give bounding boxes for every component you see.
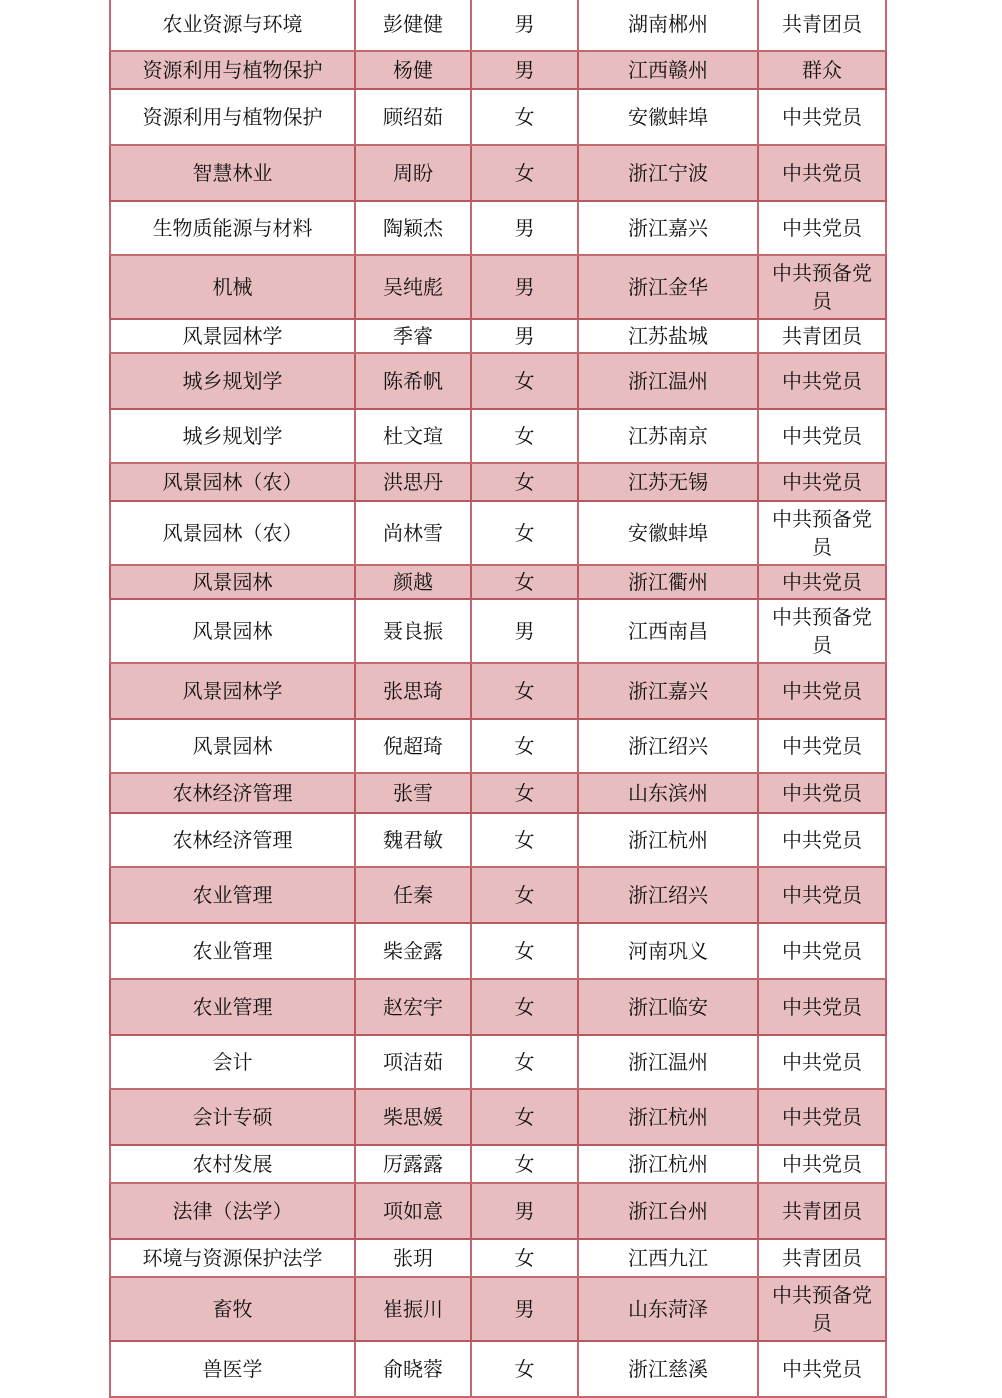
gender-cell: 女 [471,719,578,773]
name-cell: 杨健 [355,51,471,89]
table-row [110,501,886,565]
political-status-cell: 中共党员 [758,145,886,201]
hometown-cell: 江西九江 [578,1239,758,1277]
hometown-cell: 河南巩义 [578,923,758,979]
table-row [110,979,886,1035]
political-status-cell: 中共党员 [758,1089,886,1145]
name-cell: 项如意 [355,1183,471,1239]
political-status-cell: 中共党员 [758,89,886,145]
hometown-cell: 浙江绍兴 [578,719,758,773]
table-row [110,719,886,773]
gender-cell: 女 [471,1239,578,1277]
hometown-cell: 浙江嘉兴 [578,201,758,255]
political-status-cell: 中共党员 [758,867,886,923]
hometown-cell: 安徽蚌埠 [578,89,758,145]
table-row [110,663,886,719]
table-row [110,51,886,89]
hometown-cell: 安徽蚌埠 [578,501,758,565]
political-status-cell: 中共党员 [758,813,886,867]
gender-cell: 女 [471,923,578,979]
table-row [110,255,886,319]
table-row [110,1035,886,1089]
major-cell: 畜牧 [110,1277,355,1341]
major-cell: 风景园林 [110,599,355,663]
major-cell: 生物质能源与材料 [110,201,355,255]
table-row [110,0,886,51]
name-cell: 陶颖杰 [355,201,471,255]
name-cell: 崔振川 [355,1277,471,1341]
hometown-cell: 浙江嘉兴 [578,663,758,719]
political-status-cell: 中共党员 [758,923,886,979]
political-status-cell: 中共预备党员 [758,501,886,565]
major-cell: 城乡规划学 [110,353,355,409]
major-cell: 风景园林 [110,565,355,599]
gender-cell: 女 [471,409,578,463]
major-cell: 会计 [110,1035,355,1089]
political-status-cell: 群众 [758,51,886,89]
political-status-cell: 中共党员 [758,565,886,599]
hometown-cell: 江苏无锡 [578,463,758,501]
major-cell: 农林经济管理 [110,773,355,813]
major-cell: 法律（法学） [110,1183,355,1239]
table-row [110,565,886,599]
name-cell: 尚林雪 [355,501,471,565]
gender-cell: 女 [471,663,578,719]
gender-cell: 女 [471,565,578,599]
gender-cell: 男 [471,1277,578,1341]
political-status-cell: 中共党员 [758,463,886,501]
roster-body [110,0,886,1397]
major-cell: 风景园林（农） [110,463,355,501]
gender-cell: 男 [471,599,578,663]
hometown-cell: 江苏盐城 [578,319,758,353]
major-cell: 会计专硕 [110,1089,355,1145]
name-cell: 彭健健 [355,0,471,51]
table-row [110,463,886,501]
student-roster-table [109,0,887,1398]
hometown-cell: 山东菏泽 [578,1277,758,1341]
political-status-cell: 共青团员 [758,1183,886,1239]
major-cell: 资源利用与植物保护 [110,89,355,145]
name-cell: 张雪 [355,773,471,813]
hometown-cell: 江西南昌 [578,599,758,663]
table-row [110,867,886,923]
gender-cell: 男 [471,201,578,255]
political-status-cell: 中共党员 [758,1035,886,1089]
major-cell: 环境与资源保护法学 [110,1239,355,1277]
political-status-cell: 共青团员 [758,319,886,353]
political-status-cell: 中共预备党员 [758,255,886,319]
hometown-cell: 浙江宁波 [578,145,758,201]
table-row [110,773,886,813]
major-cell: 智慧林业 [110,145,355,201]
gender-cell: 女 [471,1035,578,1089]
name-cell: 周盼 [355,145,471,201]
name-cell: 柴金露 [355,923,471,979]
major-cell: 城乡规划学 [110,409,355,463]
political-status-cell: 中共党员 [758,773,886,813]
hometown-cell: 江西赣州 [578,51,758,89]
name-cell: 顾绍茹 [355,89,471,145]
major-cell: 风景园林 [110,719,355,773]
gender-cell: 女 [471,1089,578,1145]
major-cell: 兽医学 [110,1341,355,1397]
hometown-cell: 浙江金华 [578,255,758,319]
table-row [110,1145,886,1183]
major-cell: 机械 [110,255,355,319]
gender-cell: 女 [471,463,578,501]
political-status-cell: 共青团员 [758,0,886,51]
hometown-cell: 浙江杭州 [578,1089,758,1145]
table-row [110,1239,886,1277]
name-cell: 任秦 [355,867,471,923]
political-status-cell: 中共预备党员 [758,599,886,663]
table-row [110,1089,886,1145]
hometown-cell: 浙江衢州 [578,565,758,599]
major-cell: 风景园林学 [110,663,355,719]
gender-cell: 女 [471,773,578,813]
major-cell: 农林经济管理 [110,813,355,867]
gender-cell: 女 [471,813,578,867]
name-cell: 季睿 [355,319,471,353]
name-cell: 洪思丹 [355,463,471,501]
political-status-cell: 中共党员 [758,353,886,409]
major-cell: 农业资源与环境 [110,0,355,51]
name-cell: 张思琦 [355,663,471,719]
table-row [110,923,886,979]
gender-cell: 女 [471,979,578,1035]
hometown-cell: 江苏南京 [578,409,758,463]
hometown-cell: 浙江绍兴 [578,867,758,923]
hometown-cell: 湖南郴州 [578,0,758,51]
political-status-cell: 中共党员 [758,979,886,1035]
table-row [110,409,886,463]
hometown-cell: 浙江临安 [578,979,758,1035]
gender-cell: 女 [471,145,578,201]
name-cell: 魏君敏 [355,813,471,867]
gender-cell: 男 [471,1183,578,1239]
name-cell: 吴纯彪 [355,255,471,319]
political-status-cell: 中共党员 [758,1145,886,1183]
table-row [110,813,886,867]
major-cell: 农村发展 [110,1145,355,1183]
major-cell: 风景园林学 [110,319,355,353]
political-status-cell: 中共党员 [758,1341,886,1397]
name-cell: 颜越 [355,565,471,599]
hometown-cell: 山东滨州 [578,773,758,813]
table-row [110,319,886,353]
political-status-cell: 中共预备党员 [758,1277,886,1341]
gender-cell: 女 [471,89,578,145]
gender-cell: 女 [471,1341,578,1397]
hometown-cell: 浙江温州 [578,1035,758,1089]
major-cell: 农业管理 [110,979,355,1035]
gender-cell: 女 [471,1145,578,1183]
hometown-cell: 浙江杭州 [578,813,758,867]
table-row [110,201,886,255]
name-cell: 倪超琦 [355,719,471,773]
table-row [110,89,886,145]
table-row [110,1183,886,1239]
name-cell: 张玥 [355,1239,471,1277]
name-cell: 杜文瑄 [355,409,471,463]
name-cell: 柴思媛 [355,1089,471,1145]
political-status-cell: 中共党员 [758,719,886,773]
table-row [110,1277,886,1341]
gender-cell: 女 [471,867,578,923]
major-cell: 资源利用与植物保护 [110,51,355,89]
major-cell: 风景园林（农） [110,501,355,565]
gender-cell: 女 [471,501,578,565]
name-cell: 陈希帆 [355,353,471,409]
major-cell: 农业管理 [110,923,355,979]
hometown-cell: 浙江杭州 [578,1145,758,1183]
table-row [110,1341,886,1397]
gender-cell: 男 [471,51,578,89]
hometown-cell: 浙江慈溪 [578,1341,758,1397]
political-status-cell: 中共党员 [758,409,886,463]
name-cell: 厉露露 [355,1145,471,1183]
name-cell: 赵宏宇 [355,979,471,1035]
political-status-cell: 中共党员 [758,201,886,255]
hometown-cell: 浙江温州 [578,353,758,409]
table-row [110,353,886,409]
political-status-cell: 共青团员 [758,1239,886,1277]
gender-cell: 女 [471,353,578,409]
gender-cell: 男 [471,255,578,319]
gender-cell: 男 [471,319,578,353]
name-cell: 项洁茹 [355,1035,471,1089]
hometown-cell: 浙江台州 [578,1183,758,1239]
political-status-cell: 中共党员 [758,663,886,719]
major-cell: 农业管理 [110,867,355,923]
table-row [110,145,886,201]
name-cell: 俞晓蓉 [355,1341,471,1397]
table-row [110,599,886,663]
name-cell: 聂良振 [355,599,471,663]
gender-cell: 男 [471,0,578,51]
